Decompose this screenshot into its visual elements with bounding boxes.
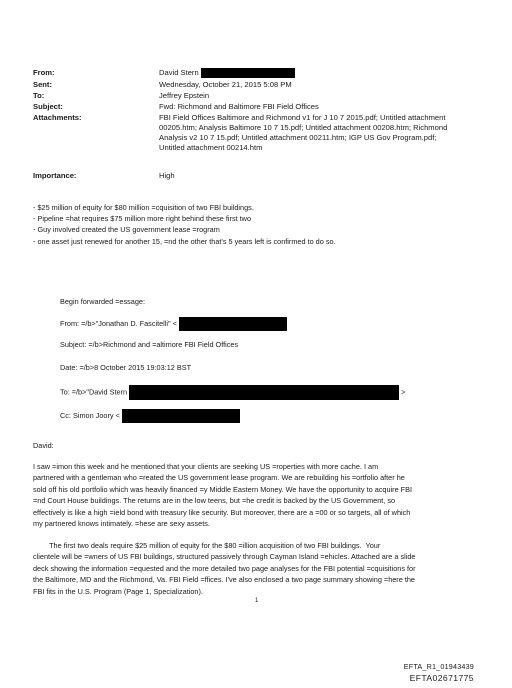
redaction-box xyxy=(179,317,287,331)
forwarded-cc xyxy=(60,409,240,423)
paragraph-line: I saw =imon this week and he mentioned that your clients are seeking US =roperties with more cache. I am xyxy=(33,462,379,471)
attachment-line: Untitled attachment 00214.htm xyxy=(159,143,263,152)
attachments-list xyxy=(159,113,489,153)
paragraph-line: =nd Court House buildings. The returns are in the low teens, but =he credit is backed by the US Government, so xyxy=(33,496,396,506)
paragraph-line: partnered with a gentleman who =reated the US government lease program. We are rebuilding his =ortfolio after he xyxy=(33,473,405,483)
attachment-line: 00205.htm; Analysis Baltimore 10 7 15.pdf; Untitled attachment 00208.htm; Richmond xyxy=(159,123,448,132)
paragraph-line: clientele will be =wners of US FBI buildings, structured passively through Cayman Island =ehicles. Attached are a slide xyxy=(33,552,416,562)
forwarded-to-text: To: =/b>"David Stern xyxy=(60,387,128,397)
subject-label: Subject: xyxy=(33,102,63,111)
forwarded-from-text: From: =/b>"Jonathan D. Fascitelli" < xyxy=(60,318,177,328)
forwarded-to-end: > xyxy=(401,387,406,397)
paragraph-line: effectively is like a high =ield bond with treasury like security. But moreover, there are a =00 or so targets, all of which xyxy=(33,507,411,517)
from-name: David Stern xyxy=(159,68,199,77)
to-label: To: xyxy=(33,91,45,100)
to-value: Jeffrey Epstein xyxy=(159,91,210,100)
bullet-item: - Pipeline =hat requires $75 million more right behind these first two xyxy=(33,214,252,224)
paragraph-line: The first two deals require $25 million of equity for the $80 =illion acquisition of two FBI buildings. Your xyxy=(33,541,381,550)
body-paragraph-2 xyxy=(33,540,485,597)
paragraph-line: sold off his old portfolio which was heavily financed =y Middle Eastern Money. We have the opportunity to acquire FBI xyxy=(33,484,413,494)
forwarded-to xyxy=(60,385,405,400)
attachment-line: Analysis v2 10 7 15.pdf; Untitled attachment 00211.htm; IGP US Gov Program.pdf; xyxy=(159,133,437,142)
redaction-box xyxy=(122,409,240,423)
sent-label: Sent: xyxy=(33,80,52,89)
forwarded-cc-text: Cc: Simon Joory < xyxy=(60,410,120,420)
attachments-label: Attachments: xyxy=(33,113,82,122)
summary-bullets xyxy=(33,202,483,247)
bates-number-large: EFTA02671775 xyxy=(409,673,474,683)
from-value xyxy=(159,68,489,78)
sent-value: Wednesday, October 21, 2015 5:08 PM xyxy=(159,80,292,89)
importance-value: High xyxy=(159,171,175,180)
paragraph-line: deck showing the information =equested and the more detailed two page analyses for the FBI potential =cquisitions for xyxy=(33,563,416,573)
forwarded-intro: Begin forwarded =essage: xyxy=(60,297,145,306)
bullet-item: - $25 million of equity for $80 million =cquisition of two FBI buildings. xyxy=(33,203,254,212)
redaction-box xyxy=(201,68,295,78)
paragraph-line: FBI fits in the U.S. Program (Page 1, Specialization). xyxy=(33,586,203,596)
redaction-box xyxy=(129,385,399,400)
attachment-line: FBI Field Offices Baltimore and Richmond v1 for J 10 7 2015.pdf; Untitled attachment xyxy=(159,113,446,122)
forwarded-date: Date: =/b>8 October 2015 19:03:12 BST xyxy=(60,363,192,372)
bates-number-small: EFTA_R1_01943439 xyxy=(403,662,474,671)
page-number: 1 xyxy=(255,598,259,604)
forwarded-from xyxy=(60,317,287,331)
body-paragraph-1 xyxy=(33,461,485,529)
paragraph-line: my partnered knows intimately. =hese are sexy assets. xyxy=(33,519,210,529)
greeting: David: xyxy=(33,441,54,450)
from-label: From: xyxy=(33,68,55,77)
bullet-item: - one asset just renewed for another 15, =nd the other that's 5 years left is confirmed to do so. xyxy=(33,236,336,246)
forwarded-subject: Subject: =/b>Richmond and =altimore FBI Field Offices xyxy=(60,340,239,349)
subject-value: Fwd: Richmond and Baltimore FBI Field Offices xyxy=(159,102,319,111)
importance-label: Importance: xyxy=(33,171,77,180)
paragraph-line: the Baltimore, MD and the Richmond, Va. FBI Field =ffices. I've also enclosed a two page summary showing =here the xyxy=(33,575,415,585)
bullet-item: - Guy involved created the US government lease =rogram xyxy=(33,225,220,235)
